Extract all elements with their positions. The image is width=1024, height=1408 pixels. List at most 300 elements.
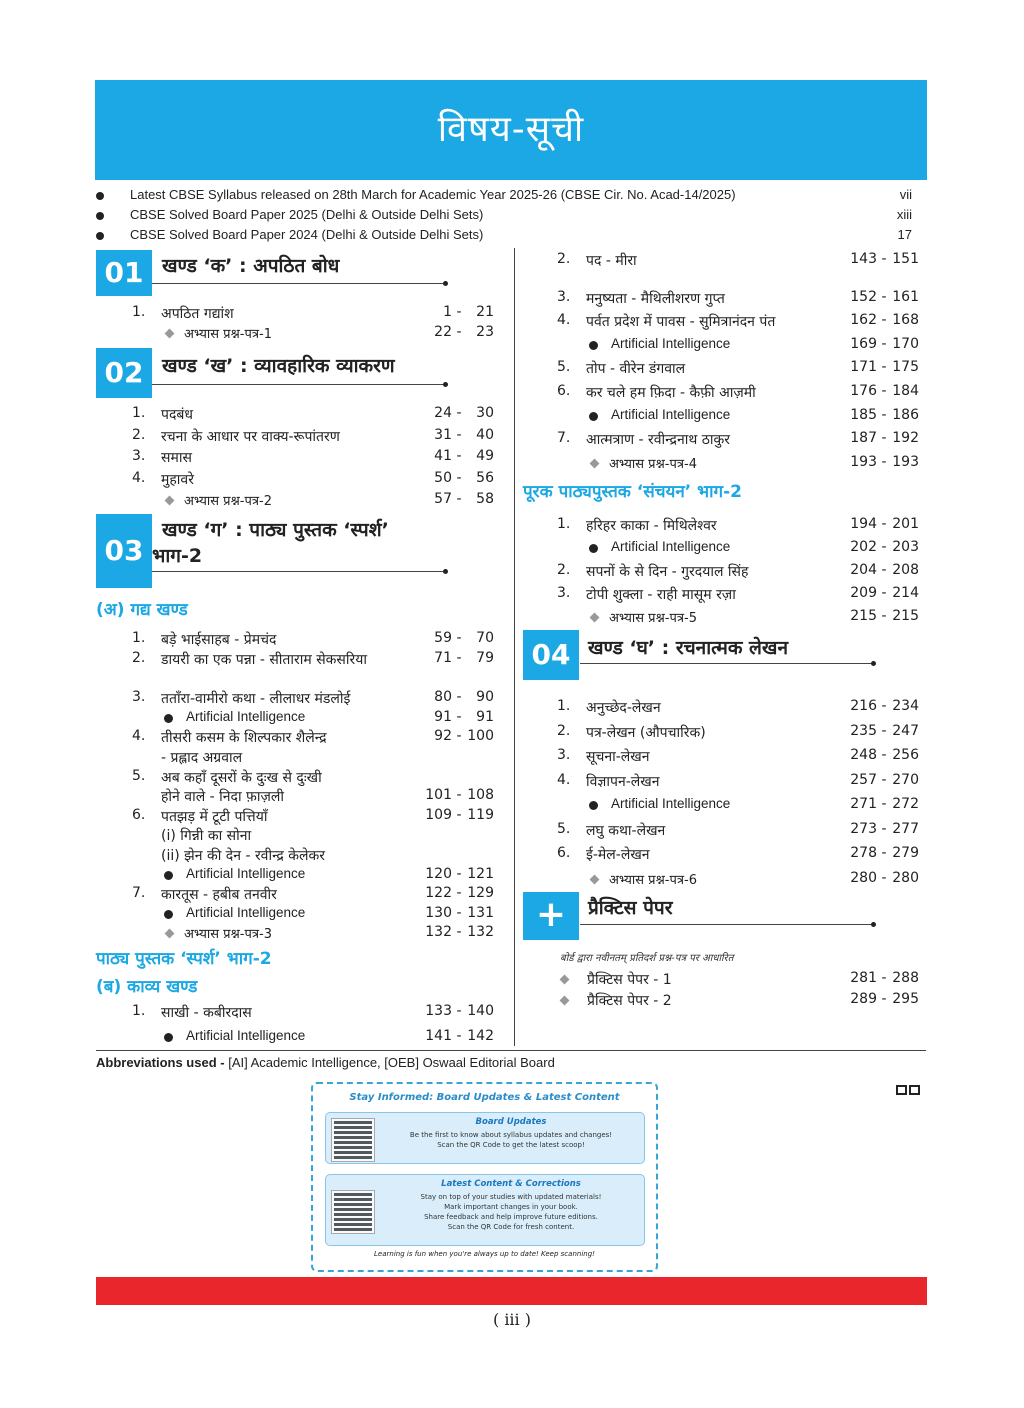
exercise-row	[557, 608, 927, 628]
toc-title: सूचना-लेखन	[586, 749, 650, 765]
bullet-icon	[96, 192, 104, 200]
sanchayan-heading: पूरक पाठ्यपुस्तक ‘संचयन’ भाग-2	[523, 482, 742, 502]
bullet-icon	[589, 341, 598, 350]
toc-title: Artificial Intelligence	[186, 904, 306, 920]
toc-row	[557, 698, 927, 718]
top-row-page: vii	[899, 187, 912, 202]
panel-title: Latest Content & Corrections	[441, 1179, 581, 1189]
page-start: 101	[425, 787, 452, 804]
toc-number: 3.	[557, 585, 571, 601]
toc-number: 1.	[132, 304, 146, 320]
toc-title: पदबंध	[161, 407, 193, 423]
page-end: 201	[892, 516, 919, 532]
toc-title: Artificial Intelligence	[611, 539, 731, 554]
page-end: 58	[476, 491, 494, 507]
ai-row	[557, 796, 927, 816]
toc-number: 1.	[132, 405, 146, 421]
page-start: 141	[425, 1028, 452, 1044]
page-start: 273	[850, 820, 877, 837]
page-start: 281	[850, 970, 877, 986]
panel-line: Scan the QR Code to get the latest scoop!	[437, 1141, 585, 1149]
toc-title: विज्ञापन-लेखन	[586, 773, 660, 790]
toc-number: 6.	[557, 383, 571, 399]
page-end: 203	[892, 539, 919, 555]
bullet-icon	[164, 871, 173, 880]
toc-number: 4.	[132, 728, 146, 745]
page-end: 70	[476, 630, 494, 646]
page-dash: -	[456, 728, 462, 745]
page-start: 50	[434, 469, 452, 486]
practice-row	[557, 991, 927, 1011]
practice-note: बोर्ड द्वारा नवीनतम् प्रतिदर्श प्रश्न-पत्र पर आधारित	[560, 953, 734, 964]
page-start: 109	[425, 806, 452, 823]
page-start: 152	[850, 288, 877, 305]
toc-title: बड़े भाईसाहब - प्रेमचंद	[161, 632, 277, 648]
toc-number: 2.	[132, 426, 146, 443]
toc-title: कर चले हम फ़िदा - कैफ़ी आज़मी	[586, 385, 756, 401]
page-end: 129	[467, 885, 494, 902]
section-rule	[152, 384, 445, 385]
page-start: 204	[850, 562, 877, 578]
toc-title: आत्मत्राण - रवीन्द्रनाथ ठाकुर	[586, 432, 730, 449]
page-dash: -	[456, 304, 462, 320]
toc-number: 5.	[557, 820, 571, 837]
panel-line: Scan the QR Code for fresh content.	[447, 1223, 575, 1231]
toc-title: कारतूस - हबीब तनवीर	[161, 887, 277, 904]
diamond-icon	[165, 929, 175, 939]
page-start: 169	[850, 335, 877, 352]
page-start: 80	[434, 689, 452, 706]
page-start: 194	[850, 516, 877, 532]
page-dash: -	[881, 562, 887, 578]
bullet-icon	[96, 212, 104, 220]
page-end: 288	[892, 970, 919, 986]
page-dash: -	[456, 324, 462, 340]
toc-number: 2.	[557, 562, 571, 578]
diamond-icon	[560, 975, 570, 985]
page-start: 57	[434, 491, 452, 507]
page-start: 143	[850, 251, 877, 267]
top-row	[96, 207, 926, 227]
page-start: 216	[850, 698, 877, 714]
page-start: 215	[850, 608, 877, 624]
ai-row	[132, 709, 502, 729]
toc-number: 2.	[132, 649, 146, 666]
page-dash: -	[456, 469, 462, 486]
ai-row	[132, 1028, 502, 1048]
page-end: 170	[892, 335, 919, 352]
toc-title: अनुच्छेद-लेखन	[586, 700, 661, 716]
page-end: 256	[892, 747, 919, 763]
page-end: 40	[476, 426, 494, 443]
page-dash: -	[881, 820, 887, 837]
toc-row	[132, 650, 502, 670]
page-start: 92	[434, 728, 452, 745]
toc-number: 3.	[132, 448, 146, 464]
section-number: 04	[523, 630, 579, 680]
toc-title: अपठित गद्यांश	[161, 306, 234, 322]
page-dash: -	[456, 649, 462, 666]
toc-row	[132, 768, 502, 788]
panel-title: Board Updates	[475, 1117, 547, 1127]
panel-line: Stay on top of your studies with updated materials!	[420, 1193, 602, 1201]
page-end: 161	[892, 288, 919, 305]
bullet-icon	[589, 801, 598, 810]
qr-code-icon[interactable]	[332, 1119, 374, 1161]
page-dash: -	[881, 539, 887, 555]
toc-row	[132, 1003, 502, 1023]
toc-number: 2.	[557, 722, 571, 739]
page-end: 184	[892, 383, 919, 399]
top-row	[96, 227, 926, 247]
page-dash: -	[881, 335, 887, 352]
toc-title: मनुष्यता - मैथिलीशरण गुप्त	[586, 290, 725, 307]
panel-line: Mark important changes in your book.	[444, 1203, 578, 1211]
toc-title: अभ्यास प्रश्न-पत्र-1	[184, 327, 272, 342]
toc-title: Artificial Intelligence	[186, 1028, 306, 1043]
section-rule	[580, 663, 873, 664]
toc-number: 6.	[132, 806, 146, 823]
page-end: 90	[476, 689, 494, 706]
toc-title: साखी - कबीरदास	[161, 1005, 252, 1021]
page-dash: -	[881, 516, 887, 532]
toc-row	[132, 427, 502, 447]
toc-number: 3.	[557, 747, 571, 763]
toc-row	[132, 807, 502, 827]
toc-title: अभ्यास प्रश्न-पत्र-6	[609, 872, 697, 888]
practice-row	[557, 970, 927, 990]
toc-title: अब कहाँ दूसरों के दुःख से दुःखी	[161, 769, 322, 786]
bullet-icon	[164, 1033, 173, 1042]
page-start: 120	[425, 865, 452, 882]
exercise-row	[132, 924, 502, 944]
page-dash: -	[456, 924, 462, 941]
ai-row	[557, 336, 927, 356]
page-dash: -	[456, 806, 462, 823]
toc-title: पतझड़ में टूटी पत्तियाँ	[161, 808, 268, 825]
toc-number: 2.	[557, 251, 571, 267]
page-end: 23	[476, 324, 494, 340]
toc-title: Artificial Intelligence	[611, 796, 731, 811]
page-start: 130	[425, 904, 452, 921]
page-dash: -	[881, 585, 887, 601]
section-title: खण्ड ‘ग’ : पाठ्य पुस्तक ‘स्पर्श’	[162, 519, 389, 541]
toc-row	[557, 723, 927, 743]
toc-number: 7.	[132, 885, 146, 902]
page-title: विषय-सूची	[437, 109, 585, 150]
top-row-text: Latest CBSE Syllabus released on 28th March for Academic Year 2025-26 (CBSE Cir. No. Acad-14/2025)	[130, 187, 736, 202]
diamond-icon	[165, 329, 175, 339]
toc-number: 3.	[557, 288, 571, 305]
page-start: 22	[434, 324, 452, 340]
exercise-row	[132, 324, 502, 344]
page-dash: -	[881, 771, 887, 788]
toc-row	[557, 845, 927, 865]
book-icon	[896, 1080, 926, 1092]
diamond-icon	[590, 874, 600, 884]
page-end: 175	[892, 359, 919, 376]
page-end: 108	[467, 787, 494, 804]
toc-row	[557, 430, 927, 450]
page-end: 193	[892, 453, 919, 470]
page-dash: -	[881, 747, 887, 763]
toc-title: पत्र-लेखन (औपचारिक)	[586, 724, 706, 741]
subsection-heading-gadya: (अ) गद्य खण्ड	[96, 600, 188, 620]
toc-title: Artificial Intelligence	[186, 708, 306, 724]
page-dash: -	[881, 970, 887, 986]
toc-number: 1.	[557, 516, 571, 532]
page-end: 140	[467, 1003, 494, 1019]
page-start: 271	[850, 796, 877, 812]
section-rule	[152, 283, 445, 284]
subsection-heading-kavya: (ब) काव्य खण्ड	[96, 977, 198, 997]
page-end: 280	[892, 869, 919, 886]
toc-row	[132, 304, 502, 324]
toc-title: डायरी का एक पन्ना - सीताराम सेकसरिया	[161, 651, 367, 668]
page-dash: -	[881, 991, 887, 1007]
page-dash: -	[456, 491, 462, 507]
page-end: 270	[892, 771, 919, 788]
exercise-row	[557, 454, 927, 474]
toc-title: अभ्यास प्रश्न-पत्र-2	[184, 494, 272, 509]
toc-title: Artificial Intelligence	[186, 865, 306, 881]
page-end: 234	[892, 698, 919, 714]
page-dash: -	[456, 630, 462, 646]
page-start: 176	[850, 383, 877, 399]
page-dash: -	[456, 1028, 462, 1044]
page-end: 131	[467, 904, 494, 921]
page-start: 132	[425, 924, 452, 941]
toc-title: रचना के आधार पर वाक्य-रूपांतरण	[161, 428, 340, 445]
toc-row	[132, 748, 502, 768]
page-end: 91	[476, 708, 494, 725]
toc-row	[557, 251, 927, 271]
page-dash: -	[456, 426, 462, 443]
page-end: 151	[892, 251, 919, 267]
page-start: 59	[434, 630, 452, 646]
page-end: 186	[892, 406, 919, 423]
abbreviations-line	[96, 1050, 926, 1070]
ai-row	[132, 866, 502, 886]
qr-info-box	[311, 1082, 658, 1272]
sparsh-heading: पाठ्य पुस्तक ‘स्पर्श’ भाग-2	[96, 949, 272, 969]
page-start: 248	[850, 747, 877, 763]
page-dash: -	[881, 288, 887, 305]
toc-title: अभ्यास प्रश्न-पत्र-4	[609, 456, 697, 472]
diamond-icon	[590, 613, 600, 623]
toc-title: पद - मीरा	[586, 253, 637, 269]
page-end: 192	[892, 430, 919, 447]
section-number: 03	[96, 514, 152, 588]
toc-title: समास	[161, 450, 192, 466]
page-dash: -	[456, 865, 462, 882]
toc-row	[557, 312, 927, 332]
section-rule	[580, 924, 873, 925]
ai-row	[557, 407, 927, 427]
toc-title: - प्रह्लाद अग्रवाल	[161, 750, 243, 766]
toc-row	[132, 787, 502, 807]
page-end: 21	[476, 304, 494, 320]
page-start: 133	[425, 1003, 452, 1019]
plus-icon: +	[523, 892, 579, 940]
section-title-line2: भाग-2	[152, 545, 203, 567]
exercise-row	[132, 491, 502, 511]
section-number: 02	[96, 348, 152, 398]
page-dash: -	[881, 698, 887, 714]
page-dash: -	[456, 448, 462, 464]
section-number: 01	[96, 250, 152, 296]
toc-title: तताँरा-वामीरो कथा - लीलाधर मंडलोई	[161, 691, 351, 708]
page-dash: -	[456, 1003, 462, 1019]
toc-row	[557, 747, 927, 767]
panel-line: Be the first to know about syllabus updates and changes!	[409, 1131, 613, 1139]
qr-code-icon[interactable]	[332, 1191, 374, 1233]
page-end: 215	[892, 608, 919, 624]
practice-title: प्रैक्टिस पेपर - 1	[587, 972, 672, 988]
toc-title: Artificial Intelligence	[611, 406, 731, 422]
toc-title: (ii) झेन की देन - रवीन्द्र केलेकर	[161, 848, 326, 864]
page-dash: -	[881, 869, 887, 886]
top-row-text: CBSE Solved Board Paper 2024 (Delhi & Outside Delhi Sets)	[130, 227, 484, 242]
toc-title: सपनों के से दिन - गुरदयाल सिंह	[586, 564, 749, 580]
toc-row	[557, 289, 927, 309]
page-start: 41	[434, 448, 452, 464]
toc-row	[557, 562, 927, 582]
page-end: 142	[467, 1028, 494, 1044]
qr-box-heading: Stay Informed: Board Updates & Latest Content	[349, 1092, 620, 1103]
page-start: 24	[434, 405, 452, 421]
page-start: 162	[850, 312, 877, 329]
bullet-icon	[164, 910, 173, 919]
section-title: खण्ड ‘ख’ : व्यावहारिक व्याकरण	[162, 355, 395, 377]
toc-title: पर्वत प्रदेश में पावस - सुमित्रानंदन पंत	[586, 314, 776, 331]
toc-row	[132, 826, 502, 846]
toc-row	[557, 359, 927, 379]
page-dash: -	[456, 708, 462, 725]
toc-number: 3.	[132, 689, 146, 706]
toc-row	[132, 630, 502, 650]
toc-title: तोप - वीरेन डंगवाल	[586, 361, 686, 378]
toc-title: (i) गिन्नी का सोना	[161, 828, 252, 845]
top-row-page: xiii	[896, 207, 912, 222]
abbreviations-label: Abbreviations used -	[96, 1055, 225, 1070]
toc-title: तीसरी कसम के शिल्पकार शैलेन्द्र	[161, 730, 327, 747]
page-end: 56	[476, 469, 494, 486]
page-start: 280	[850, 869, 877, 886]
toc-number: 1.	[557, 698, 571, 714]
toc-number: 1.	[132, 630, 146, 646]
top-row	[96, 187, 926, 207]
page-end: 132	[467, 924, 494, 941]
toc-row	[132, 728, 502, 748]
bullet-icon	[589, 544, 598, 553]
toc-row	[132, 885, 502, 905]
page-start: 1	[443, 304, 452, 320]
toc-number: 4.	[557, 312, 571, 329]
exercise-row	[557, 870, 927, 890]
section-title: खण्ड ‘घ’ : रचनात्मक लेखन	[588, 637, 789, 659]
page-start: 202	[850, 539, 877, 555]
toc-title: टोपी शुक्ला - राही मासूम रज़ा	[586, 587, 736, 603]
column-divider	[514, 248, 515, 1046]
page-end: 277	[892, 820, 919, 837]
page-end: 168	[892, 312, 919, 329]
footer-band	[96, 1277, 927, 1305]
toc-row	[557, 821, 927, 841]
page-dash: -	[456, 689, 462, 706]
title-banner	[95, 80, 927, 180]
toc-title: हरिहर काका - मिथिलेश्वर	[586, 518, 717, 534]
page-dash: -	[881, 722, 887, 739]
toc-row	[132, 405, 502, 425]
page-dash: -	[456, 405, 462, 421]
page-start: 289	[850, 991, 877, 1007]
page-dash: -	[881, 430, 887, 447]
page-start: 31	[434, 426, 452, 443]
toc-title: अभ्यास प्रश्न-पत्र-3	[184, 927, 272, 943]
page-dash: -	[456, 904, 462, 921]
page-dash: -	[881, 796, 887, 812]
practice-title: प्रैक्टिस पेपर - 2	[587, 993, 672, 1009]
board-updates-panel	[325, 1112, 645, 1164]
page-start: 185	[850, 406, 877, 423]
page-start: 71	[434, 649, 452, 666]
page-dash: -	[881, 453, 887, 470]
page-dash: -	[456, 787, 462, 804]
toc-number: 4.	[132, 469, 146, 486]
toc-row	[557, 516, 927, 536]
page-end: 30	[476, 405, 494, 421]
page-dash: -	[881, 383, 887, 399]
toc-number: 5.	[132, 767, 146, 784]
page-end: 295	[892, 991, 919, 1007]
ai-row	[557, 539, 927, 559]
toc-title: मुहावरे	[161, 471, 194, 488]
section-title: प्रैक्टिस पेपर	[588, 897, 673, 919]
toc-title: अभ्यास प्रश्न-पत्र-5	[609, 611, 697, 626]
page-end: 79	[476, 649, 494, 666]
top-row-text: CBSE Solved Board Paper 2025 (Delhi & Outside Delhi Sets)	[130, 207, 484, 222]
toc-number: 5.	[557, 359, 571, 376]
diamond-icon	[165, 496, 175, 506]
page-end: 279	[892, 845, 919, 861]
toc-row	[132, 470, 502, 490]
toc-row	[557, 585, 927, 605]
qr-box-footer: Learning is fun when you're always up to date! Keep scanning!	[374, 1250, 595, 1258]
page-dash: -	[881, 312, 887, 329]
page-dash: -	[881, 406, 887, 423]
toc-row	[557, 383, 927, 403]
page-end: 49	[476, 448, 494, 464]
toc-row	[132, 846, 502, 866]
toc-title: लघु कथा-लेखन	[586, 822, 666, 839]
page-end: 214	[892, 585, 919, 601]
toc-number: 1.	[132, 1003, 146, 1019]
toc-number: 7.	[557, 430, 571, 447]
top-row-page: 17	[897, 227, 912, 242]
toc-title: ई-मेल-लेखन	[586, 847, 650, 863]
abbreviations-text: [AI] Academic Intelligence, [OEB] Oswaal Editorial Board	[228, 1055, 555, 1070]
bullet-icon	[96, 232, 104, 240]
section-title: खण्ड ‘क’ : अपठित बोध	[162, 255, 340, 277]
page-start: 235	[850, 722, 877, 739]
toc-row	[132, 448, 502, 468]
page-start: 91	[434, 708, 452, 725]
toc-title: Artificial Intelligence	[611, 335, 731, 351]
page-start: 171	[850, 359, 877, 376]
page-start: 122	[425, 885, 452, 902]
page-start: 193	[850, 453, 877, 470]
